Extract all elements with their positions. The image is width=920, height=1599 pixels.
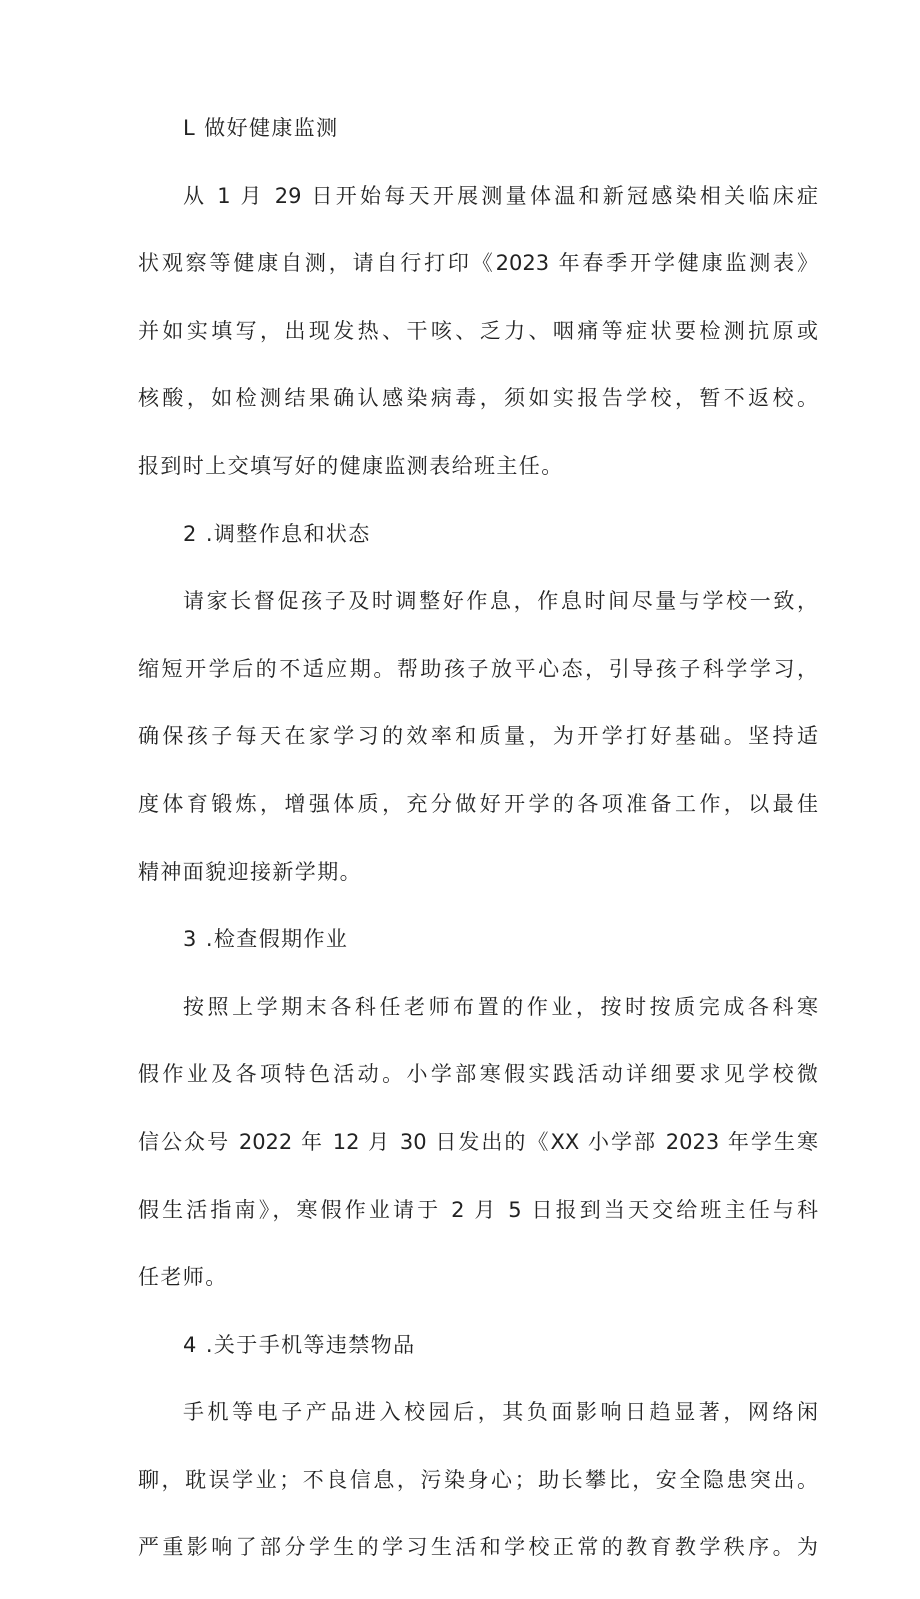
paragraph-line: 任老师。 (138, 1265, 228, 1290)
paragraph-line: 假生活指南》，寒假作业请于 2 月 5 日报到当天交给班主任与科 (138, 1197, 818, 1222)
paragraph-line: 度体育锻炼，增强体质，充分做好开学的各项准备工作，以最佳 (138, 791, 818, 816)
paragraph-line: 核酸，如检测结果确认感染病毒，须如实报告学校，暂不返校。 (138, 386, 818, 411)
document-page (138, 112, 818, 1599)
section-heading-adjust-schedule: 2 .调整作息和状态 (183, 521, 371, 546)
paragraph-line: 聊，耽误学业；不良信息，污染身心；助长攀比，安全隐患突出。 (138, 1467, 818, 1492)
paragraph-line: 缩短开学后的不适应期。帮助孩子放平心态，引导孩子科学学习， (138, 656, 818, 681)
paragraph-line: 确保孩子每天在家学习的效率和质量，为开学打好基础。坚持适 (138, 724, 818, 749)
paragraph-line: 严重影响了部分学生的学习生活和学校正常的教育教学秩序。为 (138, 1535, 818, 1560)
paragraph-line: 请家长督促孩子及时调整好作息，作息时间尽量与学校一致， (183, 589, 818, 614)
paragraph-line: 按照上学期末各科任老师布置的作业，按时按质完成各科寒 (183, 994, 818, 1019)
paragraph-line: 假作业及各项特色活动。小学部寒假实践活动详细要求见学校微 (138, 1062, 818, 1087)
section-heading-holiday-homework: 3 .检查假期作业 (183, 927, 349, 952)
paragraph-line: 精神面貌迎接新学期。 (138, 859, 362, 884)
section-heading-phones-prohibited-items: 4 .关于手机等违禁物品 (183, 1332, 416, 1357)
section-heading-health-monitoring: L 做好健康监测 (183, 116, 339, 140)
paragraph-line: 信公众号 2022 年 12 月 30 日发出的《XX 小学部 2023 年学生寒 (138, 1129, 818, 1154)
paragraph-line: 并如实填写，出现发热、干咳、乏力、咽痛等症状要检测抗原或 (138, 318, 818, 343)
paragraph-line: 手机等电子产品进入校园后，其负面影响日趋显著，网络闲 (183, 1400, 818, 1425)
paragraph-line: 状观察等健康自测，请自行打印《2023 年春季开学健康监测表》 (138, 251, 818, 276)
paragraph-line: 报到时上交填写好的健康监测表给班主任。 (138, 453, 564, 478)
paragraph-line: 从 1 月 29 日开始每天开展测量体温和新冠感染相关临床症 (183, 183, 818, 208)
